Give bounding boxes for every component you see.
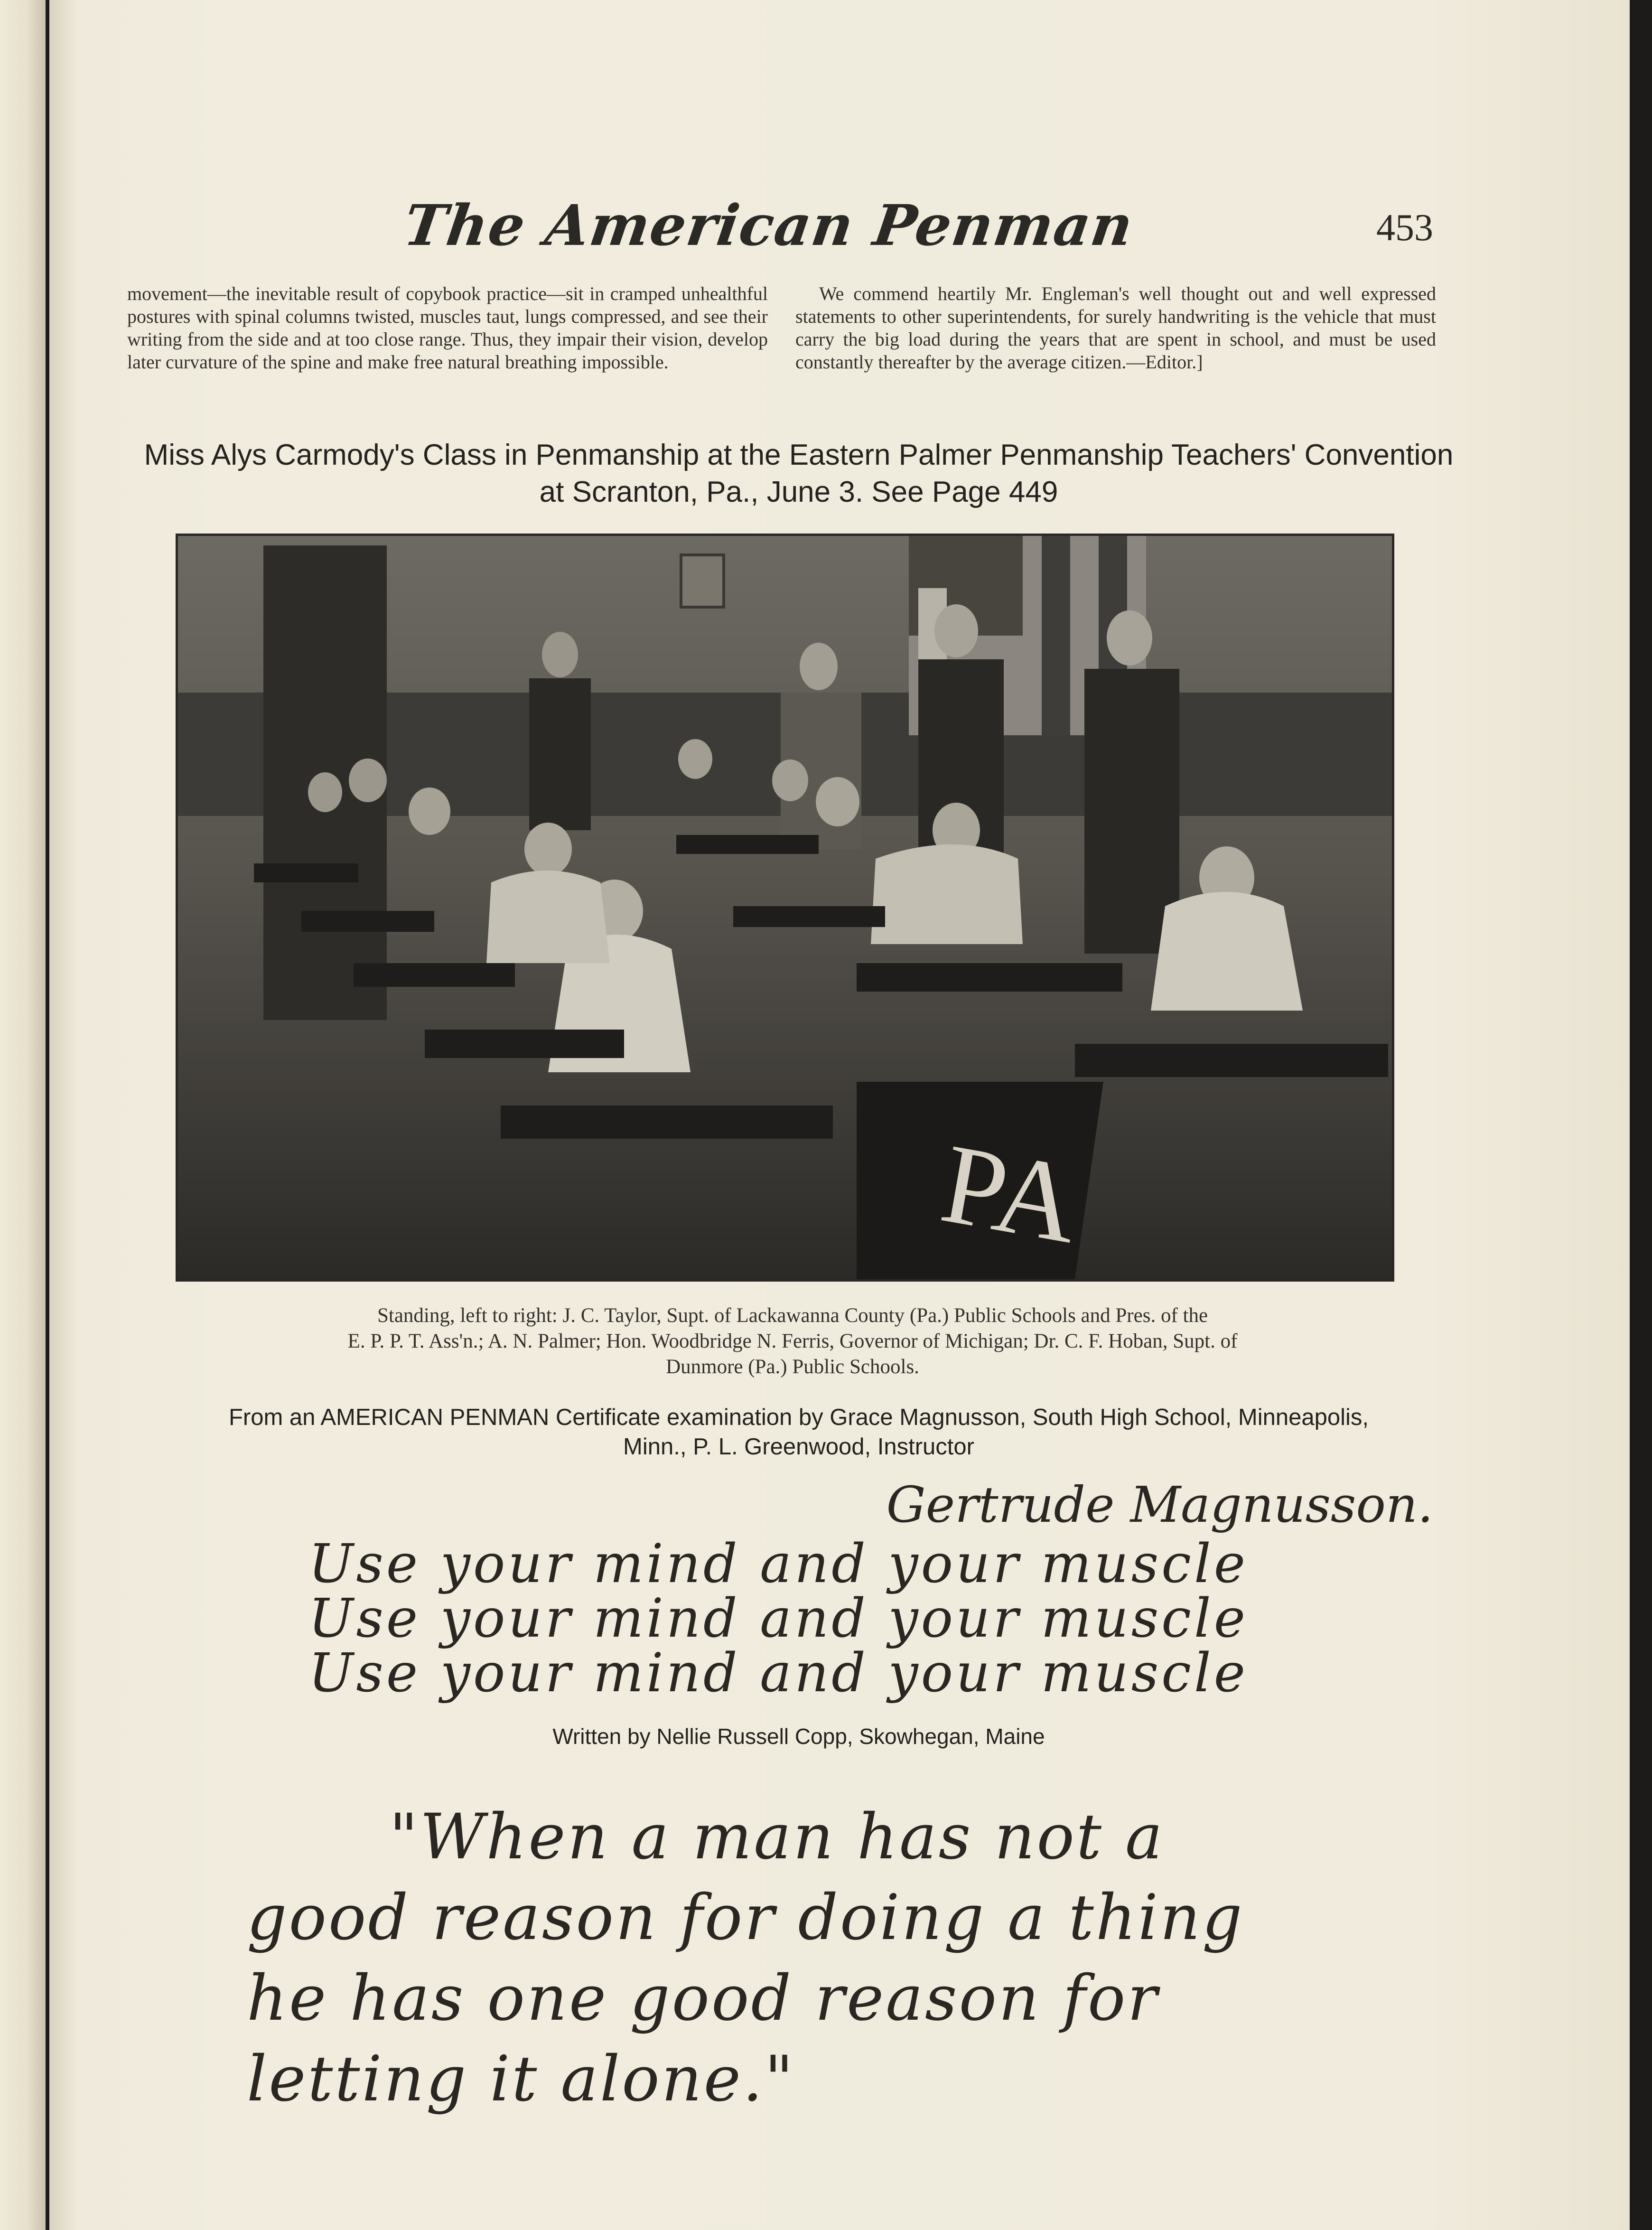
pennant-letters: PA	[933, 1119, 1088, 1267]
specimen2-heading: Written by Nellie Russell Copp, Skowhegan, Maine	[552, 1724, 1045, 1749]
quote-line-2: good reason for doing a thing	[247, 1881, 1244, 1954]
caption-line1: Standing, left to right: J. C. Taylor, Supt. of Lackawanna County (Pa.) Public Schools and Pres. of the	[377, 1304, 1208, 1327]
practice-line-2: Use your mind and your muscle	[308, 1588, 1248, 1649]
classroom-photo-illustration	[178, 536, 1392, 1279]
article-left-column: movement—the inevitable result of copybook practice—sit in cramped unhealthful postures with spinal columns twisted, muscles taut, lungs compressed, and see their writing from the side and at too close range. Thus, they impair their vision, develop later curvature of the spine and make free natural breathing impossible.	[127, 283, 768, 373]
specimen1-heading-line2: Minn., P. L. Greenwood, Instructor	[623, 1434, 974, 1460]
quote-line-3: he has one good reason for	[247, 1962, 1159, 2035]
pa-pennant	[857, 1082, 1103, 1279]
quote-line-4: letting it alone."	[247, 2043, 795, 2116]
photo-heading-line1: Miss Alys Carmody's Class in Penmanship at the Eastern Palmer Penmanship Teachers' Convention	[144, 439, 1454, 471]
photo-heading	[127, 437, 1470, 517]
practice-line-3: Use your mind and your muscle	[308, 1642, 1248, 1704]
photo-caption	[190, 1303, 1395, 1384]
specimen1-heading	[127, 1403, 1470, 1479]
specimen1-heading-line1: From an AMERICAN PENMAN Certificate examination by Grace Magnusson, South High School, Minneapolis,	[228, 1405, 1369, 1430]
page-number: 453	[1376, 207, 1433, 249]
article-right-column: We commend heartily Mr. Engleman's well thought out and well expressed statements to other superintendents, for surely handwriting is the vehicle that must carry the big load during the years that are spent in school, and must be used constantly thereafter by the average citizen.—Editor.]	[795, 283, 1436, 373]
handwritten-signature: Gertrude Magnusson.	[886, 1476, 1433, 1534]
caption-line2: E. P. P. T. Ass'n.; A. N. Palmer; Hon. Woodbridge N. Ferris, Governor of Michigan; Dr. C. F. Hoban, Supt. of	[347, 1330, 1238, 1352]
wall-frame	[681, 555, 724, 607]
practice-line-1: Use your mind and your muscle	[308, 1533, 1248, 1595]
running-title: The American Penman	[400, 192, 1138, 258]
classroom-photo	[176, 534, 1394, 1282]
quote-line-1: "When a man has not a	[389, 1800, 1165, 1874]
facing-page-edge	[0, 0, 46, 2230]
caption-line3: Dunmore (Pa.) Public Schools.	[666, 1356, 919, 1378]
photo-heading-line2: at Scranton, Pa., June 3. See Page 449	[539, 476, 1058, 508]
